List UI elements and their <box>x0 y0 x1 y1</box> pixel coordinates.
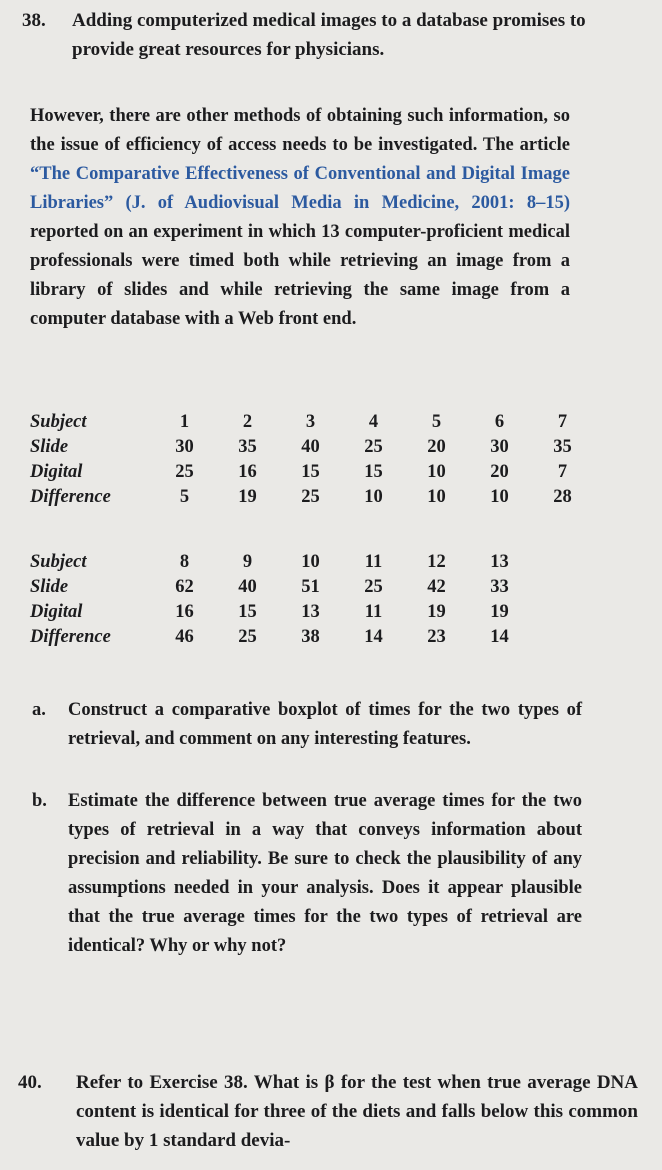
table-cell: 40 <box>238 577 257 597</box>
row-label: Digital <box>30 462 83 482</box>
table-cell: 11 <box>364 552 383 572</box>
table-cell: 4 <box>368 412 379 432</box>
table-cell: 12 <box>427 552 446 572</box>
table-cell: 25 <box>301 487 320 507</box>
table-cell: 14 <box>364 627 383 647</box>
row-label: Subject <box>30 552 87 572</box>
table-cell: 15 <box>301 462 320 482</box>
table-cell: 15 <box>364 462 383 482</box>
table-cell: 8 <box>179 552 190 572</box>
table-row-digital <box>30 600 531 625</box>
table-cell: 6 <box>494 412 505 432</box>
part-letter: b. <box>32 791 47 811</box>
table-cell: 7 <box>557 462 568 482</box>
table-cell: 1 <box>179 412 190 432</box>
exercise-number: 38. <box>22 10 46 31</box>
table-row-subject <box>30 410 594 435</box>
table-cell: 19 <box>490 602 509 622</box>
table-cell: 3 <box>305 412 316 432</box>
intro-text-before: However, there are other methods of obtaining such information, so the issue of efficiency of access needs to be investigated. The article <box>30 106 570 155</box>
table-cell: 20 <box>427 437 446 457</box>
table-cell: 13 <box>301 602 320 622</box>
exercise-title: Adding computerized medical images to a database promises to provide great resources for physicians. <box>72 10 586 60</box>
table-cell: 19 <box>238 487 257 507</box>
table-row-difference <box>30 625 531 650</box>
table-cell: 2 <box>242 412 253 432</box>
row-label: Slide <box>30 577 69 597</box>
table-cell: 15 <box>238 602 257 622</box>
table-cell: 5 <box>179 487 190 507</box>
table-cell: 20 <box>490 462 509 482</box>
part-letter: a. <box>32 700 46 720</box>
exercise-text: Refer to Exercise 38. What is β for the test when true average DNA content is identical for three of the diets and falls below this common value by 1 standard devia- <box>76 1072 638 1151</box>
table-cell: 35 <box>238 437 257 457</box>
table-cell: 25 <box>364 437 383 457</box>
table-cell: 30 <box>490 437 509 457</box>
table-cell: 62 <box>175 577 194 597</box>
table-cell: 40 <box>301 437 320 457</box>
table-cell: 42 <box>427 577 446 597</box>
table-row-digital <box>30 460 594 485</box>
row-label: Subject <box>30 412 87 432</box>
table-cell: 33 <box>490 577 509 597</box>
table-cell: 25 <box>175 462 194 482</box>
table-cell: 19 <box>427 602 446 622</box>
table-cell: 10 <box>427 462 446 482</box>
row-label: Difference <box>30 627 111 647</box>
table-row-subject <box>30 550 531 575</box>
row-label: Slide <box>30 437 69 457</box>
table-row-slide <box>30 435 594 460</box>
table-cell: 11 <box>364 602 383 622</box>
intro-paragraph <box>30 102 570 334</box>
data-table-subjects-8-13 <box>30 550 531 650</box>
part-text: Construct a comparative boxplot of times for the two types of retrieval, and comment on any interesting features. <box>68 700 582 749</box>
table-cell: 25 <box>238 627 257 647</box>
table-cell: 13 <box>490 552 509 572</box>
article-citation: “The Comparative Effectiveness of Conventional and Digital Image Libraries” (J. of Audiovisual Media in Medicine, 2001: 8–15) <box>30 164 570 213</box>
table-cell: 10 <box>427 487 446 507</box>
table-cell: 10 <box>301 552 320 572</box>
table-cell: 10 <box>364 487 383 507</box>
table-cell: 51 <box>301 577 320 597</box>
intro-text-after: reported on an experiment in which 13 computer-proficient medical professionals were timed both while retrieving an image from a library of slides and while retrieving the same image from a computer database with a Web front end. <box>30 222 570 329</box>
data-table-subjects-1-7 <box>30 410 594 510</box>
table-cell: 14 <box>490 627 509 647</box>
table-cell: 5 <box>431 412 442 432</box>
table-cell: 25 <box>364 577 383 597</box>
table-cell: 38 <box>301 627 320 647</box>
table-cell: 46 <box>175 627 194 647</box>
part-text: Estimate the difference between true average times for the two types of retrieval in a way that conveys information about precision and reliability. Be sure to check the plausibility of any assumptions needed in your analysis. Does it appear plausible that the true average times for the two types of retrieval are identical? Why or why not? <box>68 791 582 956</box>
exercise-number: 40. <box>18 1072 42 1093</box>
table-row-difference <box>30 485 594 510</box>
table-cell: 30 <box>175 437 194 457</box>
table-cell: 7 <box>557 412 568 432</box>
table-row-slide <box>30 575 531 600</box>
table-cell: 16 <box>238 462 257 482</box>
table-cell: 35 <box>553 437 572 457</box>
table-cell: 9 <box>242 552 253 572</box>
row-label: Difference <box>30 487 111 507</box>
table-cell: 28 <box>553 487 572 507</box>
table-cell: 16 <box>175 602 194 622</box>
row-label: Digital <box>30 602 83 622</box>
table-cell: 10 <box>490 487 509 507</box>
table-cell: 23 <box>427 627 446 647</box>
